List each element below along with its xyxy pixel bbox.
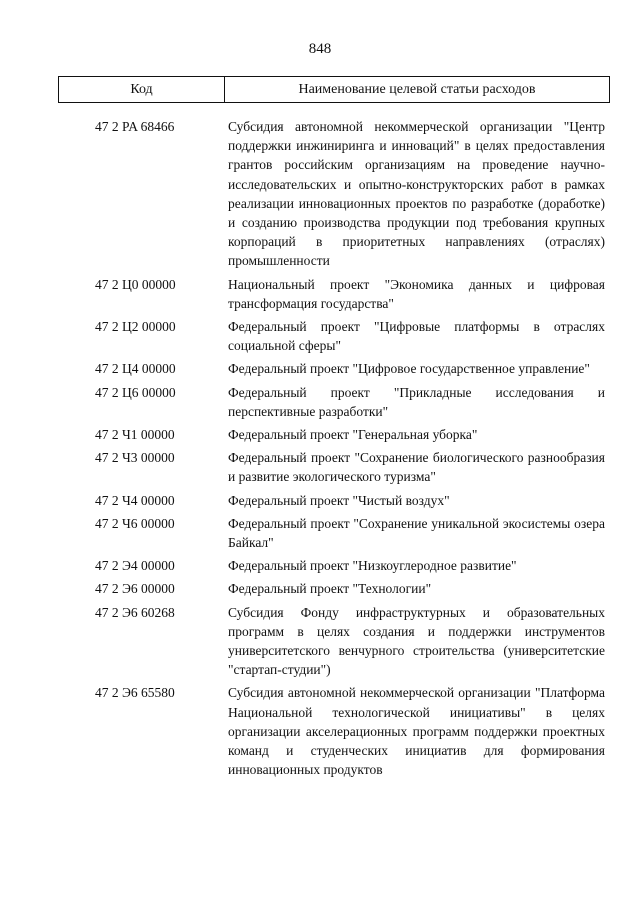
row-name: Национальный проект "Экономика данных и цифровая трансформация государства" (228, 276, 605, 311)
row-code: 47 2 Ц2 00000 (95, 319, 176, 335)
row-name: Федеральный проект "Генеральная уборка" (228, 427, 478, 443)
table-row (0, 117, 640, 271)
row-name: Федеральный проект "Прикладные исследования и перспективные разработки" (228, 384, 605, 419)
row-code: 47 2 Ч4 00000 (95, 492, 175, 508)
row-code: 47 2 Ч3 00000 (95, 450, 175, 466)
row-code: 47 2 Э4 00000 (95, 558, 175, 574)
row-name: Федеральный проект "Сохранение уникальной экосистемы озера Байкал" (228, 515, 605, 551)
row-code: 47 2 Э6 65580 (95, 685, 175, 701)
row-name: Субсидия Фонду инфраструктурных и образовательных программ в целях создания и поддержки инструментов университетского венчурного строительства (университетские "стартап-студии") (228, 604, 605, 678)
table-row (0, 491, 640, 510)
row-code: 47 2 Ч1 00000 (95, 427, 175, 443)
page-number: 848 (308, 41, 332, 57)
column-header-name: Наименование целевой статьи расходов (298, 81, 536, 97)
row-code: 47 2 Э6 00000 (95, 581, 175, 597)
row-code: 47 2 Ц4 00000 (95, 361, 176, 377)
table-body (0, 117, 640, 784)
table-row (0, 603, 640, 680)
table-row (0, 383, 640, 421)
row-name: Федеральный проект "Технологии" (228, 581, 432, 597)
table-row (0, 359, 640, 378)
row-name: Федеральный проект "Цифровые платформы в отраслях социальной сферы" (228, 319, 605, 354)
table-row (0, 556, 640, 575)
table-header (58, 76, 610, 103)
table-row (0, 317, 640, 355)
row-code: 47 2 Э6 60268 (95, 604, 175, 620)
table-row (0, 514, 640, 552)
row-code: 47 2 PA 68466 (95, 119, 175, 134)
row-name: Субсидия автономной некоммерческой организации "Центр поддержки инжиниринга и инноваций" в целях предоставления грантов российским организациям на проведение научно-исследовательских и опытно-конструкторских работ в рамках реализации инновационных проектов по разработке (доработке) и созданию производства продукции под требования крупных корпораций в приоритетных направлениях (отраслях) промышленности (228, 119, 605, 269)
row-name: Федеральный проект "Сохранение биологического разнообразия и развитие экологического туризма" (228, 450, 605, 485)
table-row (0, 579, 640, 598)
table-row (0, 448, 640, 486)
row-code: 47 2 Ц6 00000 (95, 384, 176, 400)
row-name: Федеральный проект "Низкоуглеродное развитие" (228, 558, 517, 574)
row-name: Федеральный проект "Цифровое государственное управление" (228, 361, 590, 377)
table-row (0, 683, 640, 779)
row-name: Субсидия автономной некоммерческой организации "Платформа Национальной технологической инициативы" в целях организации акселерационных программ поддержки проектных команд и студенческих инициатив для формирования инновационных продуктов (228, 685, 605, 778)
table-row (0, 275, 640, 313)
column-header-code: Код (59, 77, 225, 102)
row-code: 47 2 Ч6 00000 (95, 515, 175, 531)
row-name: Федеральный проект "Чистый воздух" (228, 492, 450, 508)
table-row (0, 425, 640, 444)
row-code: 47 2 Ц0 00000 (95, 276, 176, 292)
